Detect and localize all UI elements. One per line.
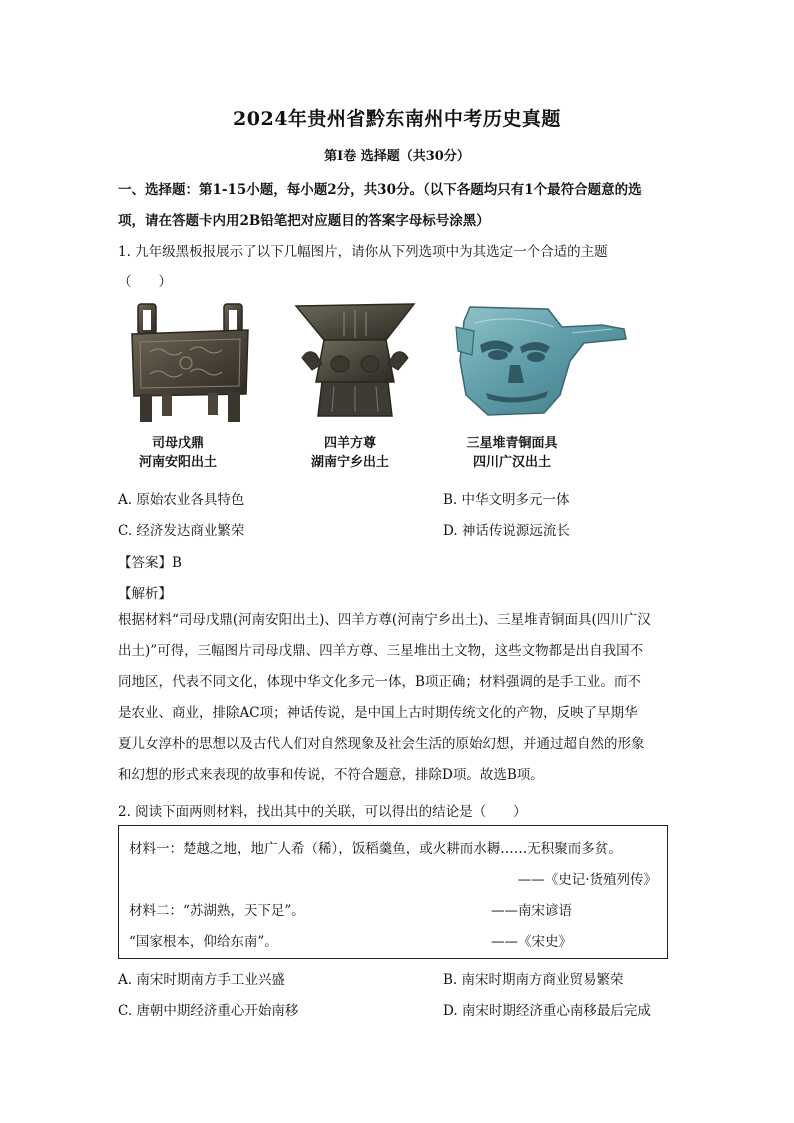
- artifact-caption-3: [432, 434, 592, 472]
- q1-option-a: A. 原始农业各具特色: [118, 492, 245, 508]
- analysis-line: 出土)”可得，三幅图片司母戊鼎、四羊方尊、三星堆出土文物，这些文物都是出自我国不: [118, 643, 644, 659]
- artifact-origin: 湖南宁乡出土: [310, 455, 389, 470]
- artifact-caption-2: [270, 434, 430, 472]
- material-3-text: “国家根本，仰给东南”。: [129, 934, 278, 950]
- q2-option-c: C. 唐朝中期经济重心开始南移: [118, 1003, 299, 1019]
- page-title: 2024年贵州省黔东南州中考历史真题: [233, 108, 561, 130]
- artifact-origin: 四川广汉出土: [472, 455, 551, 470]
- section-instructions-line-2: 项，请在答题卡内用2B铅笔把对应题目的答案字母标号涂黑）: [118, 213, 490, 229]
- material-1-text: 材料一：楚越之地，地广人希（稀），饭稻羹鱼，或火耕而水耨……无积聚而多贫。: [129, 841, 622, 857]
- q1-option-c: C. 经济发达商业繁荣: [118, 523, 245, 539]
- q1-stem: 1. 九年级黑板报展示了以下几幅图片，请你从下列选项中为其选定一个合适的主题: [118, 244, 608, 260]
- q2-option-a: A. 南宋时期南方手工业兴盛: [118, 972, 285, 988]
- q2-option-d: D. 南宋时期经济重心南移最后完成: [443, 1003, 651, 1019]
- analysis-line: 根据材料“司母戊鼎(河南安阳出土)、四羊方尊(河南宁乡出土)、三星堆青铜面具(四川广汉: [118, 612, 651, 628]
- q1-analysis-text: [118, 605, 670, 791]
- artifact-name: 三星堆青铜面具: [466, 436, 558, 451]
- artifact-origin: 河南安阳出土: [138, 455, 217, 470]
- analysis-line: 和幻想的形式来表现的故事和传说，不符合题意，排除D项。故选B项。: [118, 767, 544, 783]
- material-2-text: 材料二：“苏湖熟，天下足”。: [129, 903, 305, 919]
- analysis-line: 同地区，代表不同文化，体现中华文化多元一体，B项正确；材料强调的是手工业。而不: [118, 674, 641, 690]
- artifact-name: 四羊方尊: [323, 436, 376, 451]
- analysis-line: 夏儿女淳朴的思想以及古代人们对自然现象及社会生活的原始幻想，并通过超自然的形象: [118, 736, 645, 752]
- material-2-source: ——南宋谚语: [491, 903, 572, 919]
- q1-option-b: B. 中华文明多元一体: [443, 492, 570, 508]
- analysis-line: 是农业、商业，排除AC项；神话传说，是中国上古时期传统文化的产物，反映了早期华: [118, 705, 638, 721]
- material-1-source: ——《史记·货殖列传》: [517, 872, 657, 888]
- sanxingdui-bronze-mask-image: [452, 303, 630, 419]
- artifact-caption-1: [98, 434, 258, 472]
- q2-material-box: [118, 825, 668, 959]
- q1-answer: 【答案】B: [118, 555, 182, 571]
- q2-stem: 2. 阅读下面两则材料，找出其中的关联，可以得出的结论是（ ）: [118, 804, 527, 820]
- q1-answer-blank: （ ）: [118, 274, 172, 290]
- siyang-fangzun-image: [294, 300, 416, 418]
- part-title: 第I卷 选择题（共30分）: [324, 149, 470, 164]
- section-instructions-line-1: 一、选择题：第1-15小题，每小题2分，共30分。（以下各题均只有1个最符合题意的选: [118, 182, 642, 198]
- simuwu-ding-image: [126, 302, 254, 424]
- q1-analysis-label: 【解析】: [118, 586, 172, 602]
- material-3-source: ——《宋史》: [491, 934, 572, 950]
- artifact-name: 司母戊鼎: [151, 436, 204, 451]
- q1-option-d: D. 神话传说源远流长: [443, 523, 570, 539]
- q2-option-b: B. 南宋时期南方商业贸易繁荣: [443, 972, 624, 988]
